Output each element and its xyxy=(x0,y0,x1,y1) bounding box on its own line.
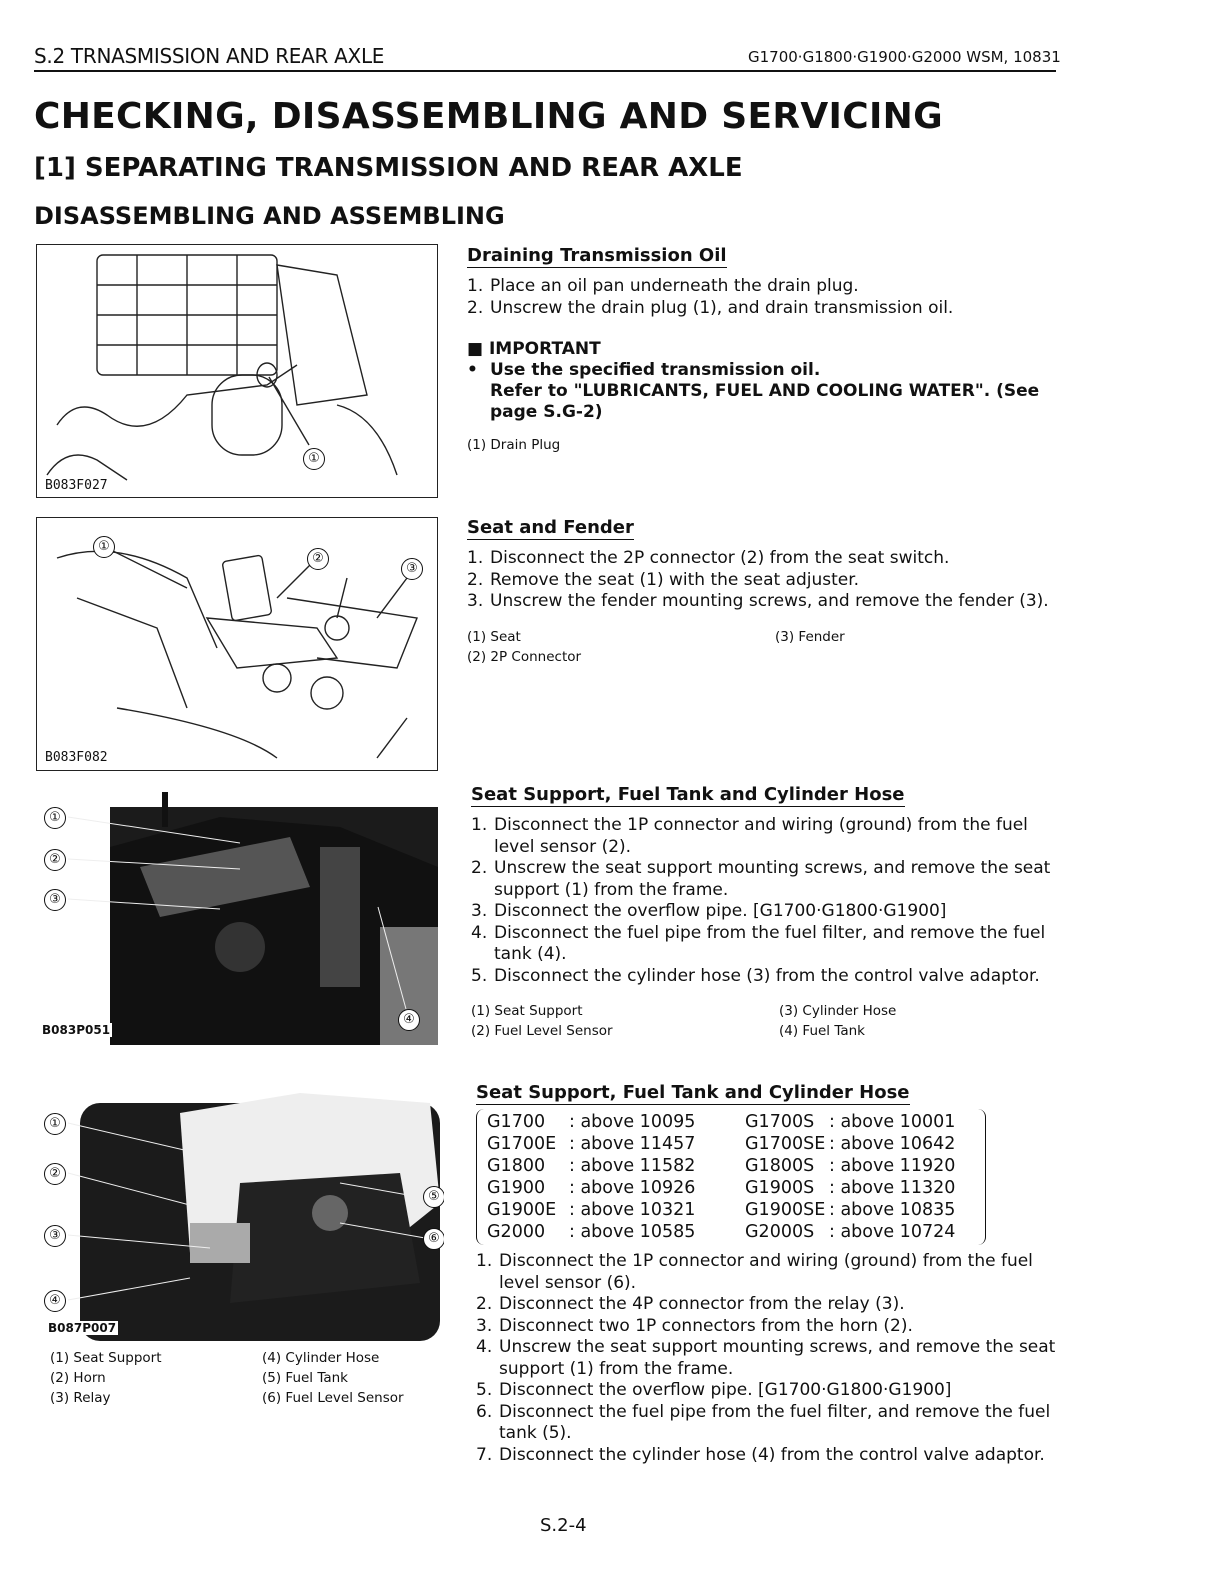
section-heading: Seat Support, Fuel Tank and Cylinder Hose xyxy=(471,784,905,805)
photo-code: B087P007 xyxy=(48,1321,117,1335)
serial-row: G1700 : above 10095 G1700S : above 10001 xyxy=(487,1112,956,1132)
callout-4: ④ xyxy=(44,1290,66,1312)
callout-2: ② xyxy=(44,1163,66,1185)
page-title: CHECKING, DISASSEMBLING AND SERVICING xyxy=(34,96,943,137)
running-header-manual: G1700·G1800·G1900·G2000 WSM, 10831 xyxy=(748,48,1061,66)
bullet-icon: • xyxy=(467,360,478,380)
photo-b-legend xyxy=(50,1348,404,1408)
callout-6: ⑥ xyxy=(423,1228,444,1250)
section-heading: Seat Support, Fuel Tank and Cylinder Hose xyxy=(476,1082,910,1103)
callout-2: ② xyxy=(307,548,329,570)
serial-row: G1700E : above 11457 G1700SE : above 10642 xyxy=(487,1134,956,1154)
legend-item: (6) Fuel Level Sensor xyxy=(262,1390,404,1406)
section-title: [1] SEPARATING TRANSMISSION AND REAR AXLE xyxy=(34,153,743,183)
important-block xyxy=(467,339,1057,423)
important-bullet: Use the specified transmission oil. xyxy=(490,360,821,380)
legend-item: (3) Relay xyxy=(50,1390,111,1406)
legend-item: (2) Fuel Level Sensor xyxy=(471,1023,613,1039)
callout-1: ① xyxy=(303,448,325,470)
figure-drain-plug xyxy=(36,244,438,498)
step-item: 1. Disconnect the 1P connector and wiring (ground) from the fuel level sensor (2). xyxy=(471,815,1028,857)
step-item: 2. Unscrew the seat support mounting screws, and remove the seat support (1) from the frame. xyxy=(471,858,1051,900)
figure-seat-fender xyxy=(36,517,438,771)
photo-seat-support-b xyxy=(40,1083,444,1341)
step-item: 1. Place an oil pan underneath the drain plug. xyxy=(467,276,859,296)
section-heading: Seat and Fender xyxy=(467,517,634,538)
legend-item: (2) Horn xyxy=(50,1370,106,1386)
step-item: 3. Unscrew the fender mounting screws, and remove the fender (3). xyxy=(467,591,1049,611)
section-draining xyxy=(467,245,1057,455)
running-header-section: S.2 TRNASMISSION AND REAR AXLE xyxy=(34,44,385,68)
section-heading: Draining Transmission Oil xyxy=(467,245,727,266)
step-item: 3. Disconnect the overflow pipe. [G1700·G1800·G1900] xyxy=(471,901,947,921)
callout-3: ③ xyxy=(44,1225,66,1247)
serial-row: G2000 : above 10585 G2000S : above 10724 xyxy=(487,1222,956,1242)
important-square-icon: ■ xyxy=(467,339,484,359)
section-seat-support-b xyxy=(476,1082,1071,1466)
callout-2: ② xyxy=(44,849,66,871)
serial-row: G1900E : above 10321 G1900SE : above 10835 xyxy=(487,1200,956,1220)
callout-4: ④ xyxy=(398,1009,420,1031)
step-item: 1. Disconnect the 1P connector and wiring (ground) from the fuel level sensor (6). xyxy=(476,1251,1033,1293)
subsection-title: DISASSEMBLING AND ASSEMBLING xyxy=(34,202,505,230)
step-list xyxy=(471,815,1061,987)
legend-item: (3) Cylinder Hose xyxy=(779,1003,897,1019)
legend-item: (4) Fuel Tank xyxy=(779,1023,866,1039)
legend-item: (3) Fender xyxy=(775,628,845,645)
callout-3: ③ xyxy=(401,558,423,580)
step-item: 2. Remove the seat (1) with the seat adjuster. xyxy=(467,569,860,590)
step-item: 7. Disconnect the cylinder hose (4) from the control valve adaptor. xyxy=(476,1444,1045,1465)
step-item: 4. Disconnect the fuel pipe from the fuel filter, and remove the fuel tank (4). xyxy=(471,922,1046,964)
step-item: 2. Disconnect the 4P connector from the relay (3). xyxy=(476,1294,905,1314)
serial-row: G1900 : above 10926 G1900S : above 11320 xyxy=(487,1178,956,1198)
important-ref: Refer to "LUBRICANTS, FUEL AND COOLING WATER". (See page S.G-2) xyxy=(490,381,1040,422)
photo-seat-support-a xyxy=(40,787,438,1045)
header-rule xyxy=(34,70,1056,72)
serial-row: G1800 : above 11582 G1800S : above 11920 xyxy=(487,1156,956,1176)
legend-item: (1) Seat Support xyxy=(50,1350,162,1366)
photo-code: B083P051 xyxy=(42,1023,111,1037)
callout-1: ① xyxy=(44,1113,66,1135)
step-list xyxy=(476,1251,1071,1466)
figure-code: B083F082 xyxy=(45,750,108,765)
step-item: 3. Disconnect two 1P connectors from the horn (2). xyxy=(476,1315,913,1336)
step-item: 6. Disconnect the fuel pipe from the fuel filter, and remove the fuel tank (5). xyxy=(476,1401,1051,1443)
serial-table xyxy=(487,1111,955,1243)
serial-bracket xyxy=(476,1109,986,1245)
step-item: 1. Disconnect the 2P connector (2) from the seat switch. xyxy=(467,548,950,568)
legend-item: (1) Drain Plug xyxy=(467,437,561,453)
step-list xyxy=(467,548,1057,613)
photo-seat-support-a-image xyxy=(40,787,438,1045)
legend-item: (4) Cylinder Hose xyxy=(262,1350,380,1366)
legend-table xyxy=(471,1001,896,1041)
photo-seat-support-b-image xyxy=(40,1083,444,1341)
callout-1: ① xyxy=(93,536,115,558)
legend-item: (2) 2P Connector xyxy=(467,648,582,665)
figure-code: B083F027 xyxy=(45,478,108,493)
step-item: 5. Disconnect the overflow pipe. [G1700·G1800·G1900] xyxy=(476,1380,952,1400)
step-item: 4. Unscrew the seat support mounting screws, and remove the seat support (1) from the frame. xyxy=(476,1337,1056,1379)
legend-item: (1) Seat Support xyxy=(471,1003,583,1019)
callout-3: ③ xyxy=(44,889,66,911)
page-number: S.2-4 xyxy=(540,1515,587,1536)
legend-item: (5) Fuel Tank xyxy=(262,1370,349,1386)
callout-5: ⑤ xyxy=(423,1186,444,1208)
step-item: 2. Unscrew the drain plug (1), and drain transmission oil. xyxy=(467,297,954,318)
drain-plug-drawing xyxy=(37,245,437,497)
important-label: IMPORTANT xyxy=(488,339,601,359)
section-seat-fender xyxy=(467,517,1057,667)
legend-table xyxy=(467,627,845,667)
legend-item: (1) Seat xyxy=(467,628,521,645)
step-item: 5. Disconnect the cylinder hose (3) from the control valve adaptor. xyxy=(471,965,1040,986)
step-list xyxy=(467,276,1057,319)
callout-1: ① xyxy=(44,807,66,829)
section-seat-support-a xyxy=(471,784,1061,1041)
